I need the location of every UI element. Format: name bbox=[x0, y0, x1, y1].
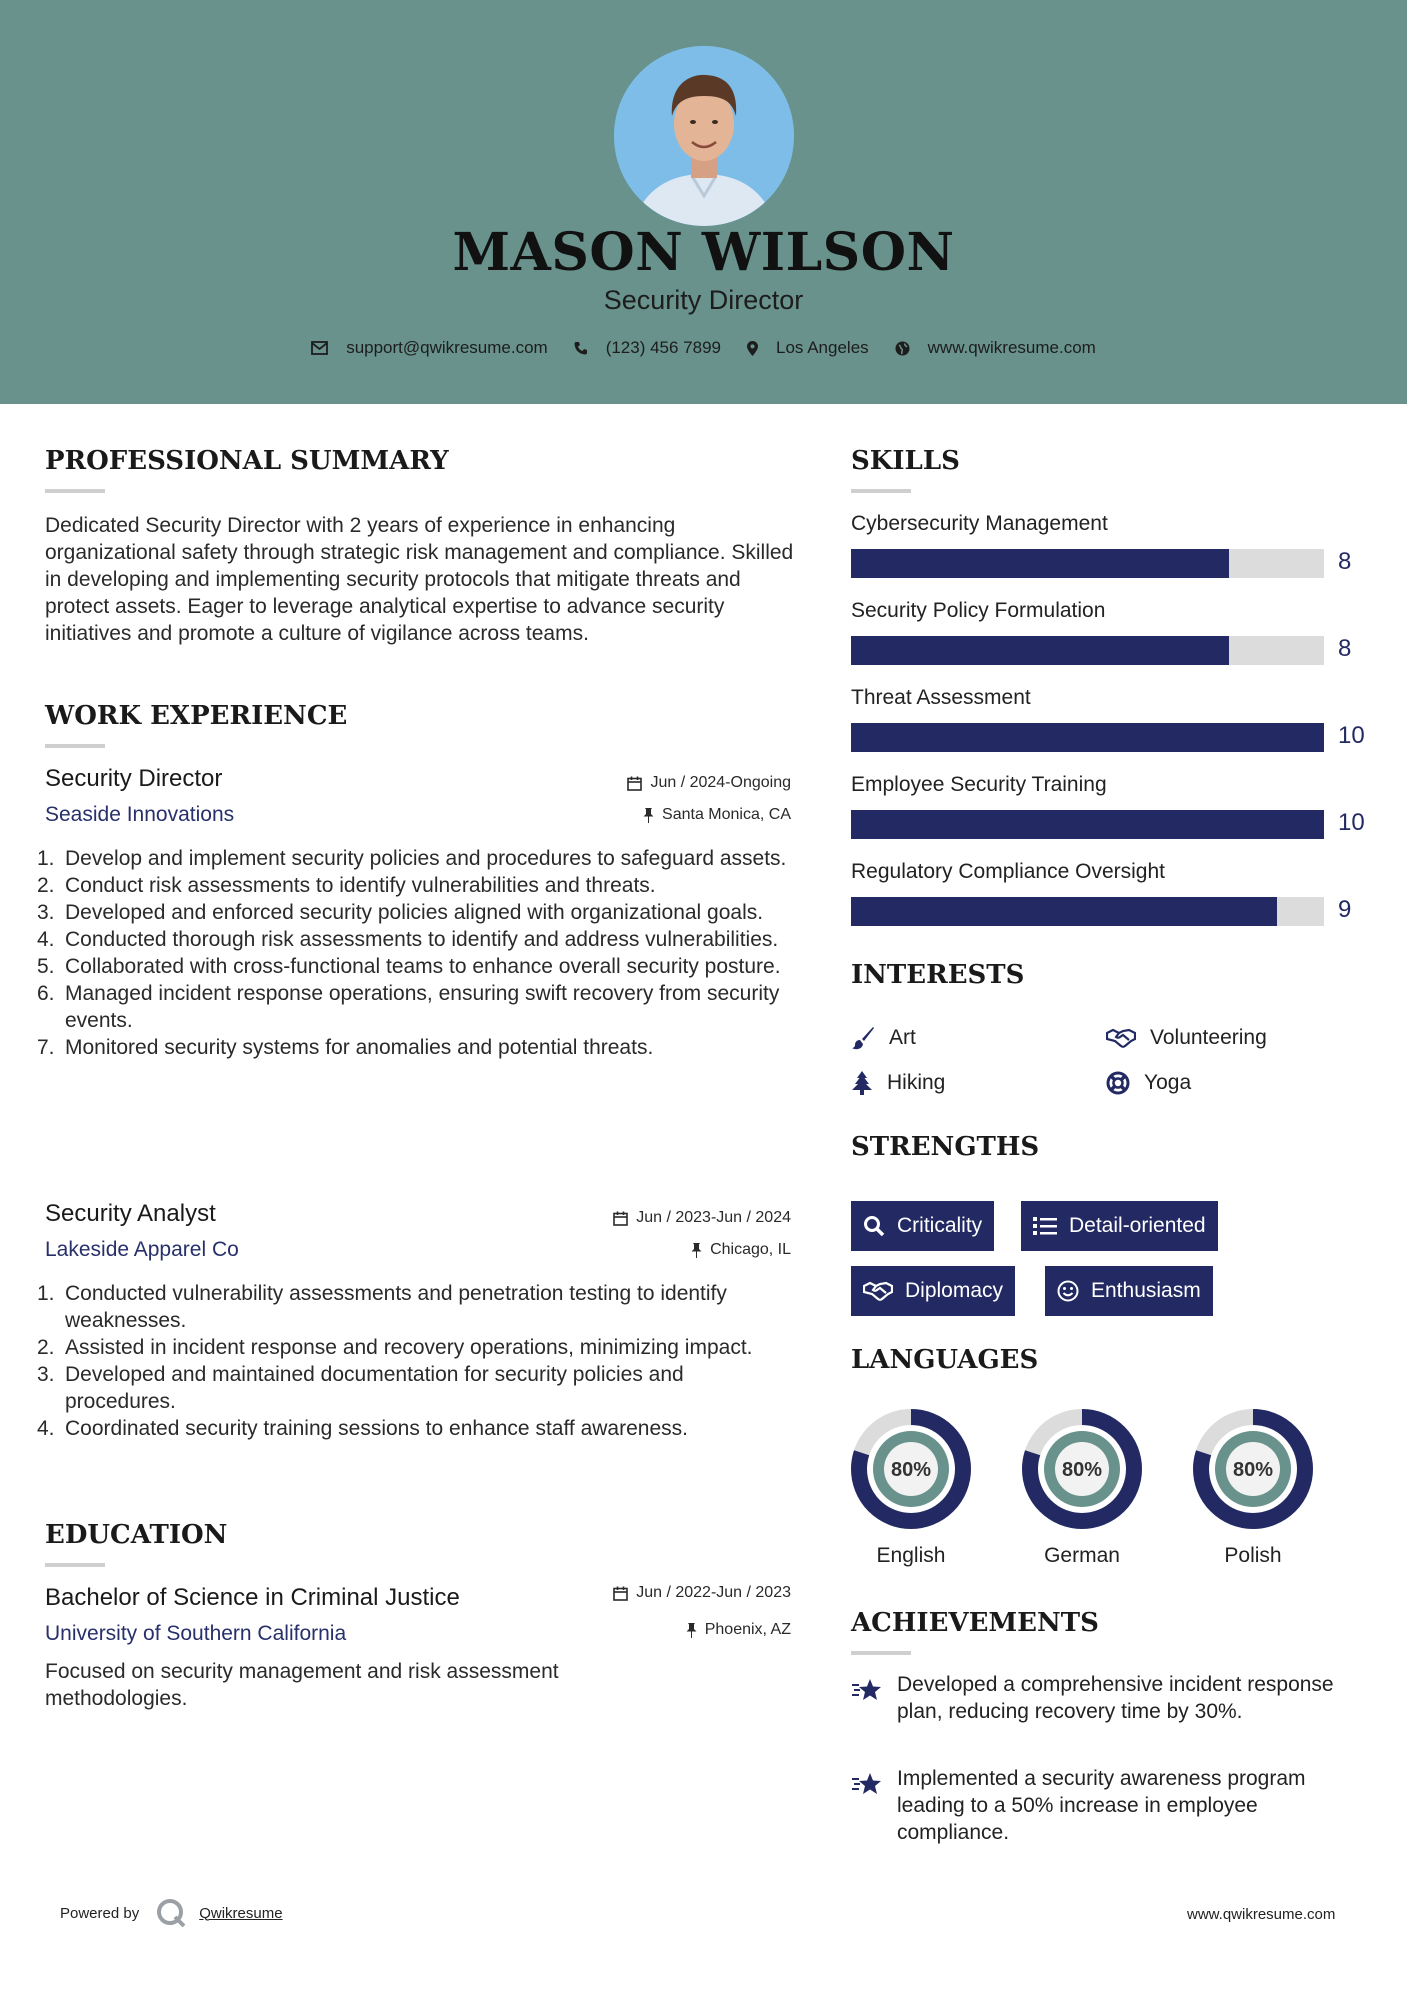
star-award-icon bbox=[851, 1677, 883, 1703]
skill-bar-track bbox=[851, 810, 1324, 839]
pushpin-icon bbox=[686, 1623, 697, 1638]
list-item: 4. Conducted thorough risk assessments to identify and address vulnerabilities. bbox=[37, 928, 779, 951]
interest-art: Art bbox=[851, 1026, 916, 1050]
strengths-heading: STRENGTHS bbox=[851, 1132, 1040, 1162]
skills-rule bbox=[851, 489, 911, 493]
list-item: 2. Conduct risk assessments to identify vulnerabilities and threats. bbox=[37, 874, 656, 897]
skill-bar-fill bbox=[851, 636, 1229, 665]
job-2-title: Security Analyst bbox=[45, 1200, 216, 1227]
paintbrush-icon bbox=[851, 1026, 875, 1050]
language-percent: 80% bbox=[1061, 1459, 1103, 1481]
strength-detail-oriented: Detail-oriented bbox=[1021, 1201, 1218, 1251]
calendar-icon bbox=[613, 1211, 628, 1226]
skill-bar-fill bbox=[851, 549, 1229, 578]
handshake-icon bbox=[863, 1280, 893, 1302]
summary-text: Dedicated Security Director with 2 years of experience in enhancing organizational safety through strategic risk management and compliance. Skilled in developing and implementing security protocols that mitigate threats and protect assets. Eager to leverage analytical expertise to advance security initiatives and promote a culture of vigilance across teams. bbox=[45, 514, 794, 645]
map-pin-icon bbox=[747, 341, 758, 356]
strength-enthusiasm: Enthusiasm bbox=[1045, 1266, 1213, 1316]
summary-heading: PROFESSIONAL SUMMARY bbox=[45, 446, 449, 476]
interest-volunteering: Volunteering bbox=[1106, 1026, 1267, 1050]
skills-heading: SKILLS bbox=[851, 446, 960, 476]
phone-icon bbox=[574, 341, 588, 355]
list-item: 1. Conducted vulnerability assessments and penetration testing to identify weaknesses. bbox=[37, 1282, 727, 1332]
footer-url[interactable]: www.qwikresume.com bbox=[1187, 1906, 1336, 1923]
list-item: 1. Develop and implement security policies and procedures to safeguard assets. bbox=[37, 847, 787, 870]
skill-bar-fill bbox=[851, 810, 1324, 839]
strength-diplomacy: Diplomacy bbox=[851, 1266, 1015, 1316]
language-percent: 80% bbox=[890, 1459, 932, 1481]
job-1-dates-text: Jun / 2024-Ongoing bbox=[650, 774, 791, 791]
job-2-company: Lakeside Apparel Co bbox=[45, 1238, 239, 1261]
summary-rule bbox=[45, 489, 105, 493]
job-2-location-text: Chicago, IL bbox=[710, 1241, 791, 1258]
list-item: 5. Collaborated with cross-functional teams to enhance overall security posture. bbox=[37, 955, 781, 978]
achievements-heading: ACHIEVEMENTS bbox=[851, 1608, 1099, 1638]
profile-photo bbox=[614, 46, 794, 226]
education-location bbox=[500, 1621, 791, 1639]
skill-bar-track bbox=[851, 723, 1324, 752]
skill-value: 8 bbox=[1338, 548, 1352, 575]
job-1-title: Security Director bbox=[45, 765, 223, 792]
contact-email[interactable] bbox=[311, 338, 548, 358]
strength-criticality: Criticality bbox=[851, 1201, 994, 1251]
header-banner bbox=[0, 0, 1407, 404]
skill-bar-track bbox=[851, 549, 1324, 578]
contact-email-text: support@qwikresume.com bbox=[346, 338, 548, 357]
education-description: Focused on security management and risk assessment methodologies. bbox=[45, 1660, 559, 1710]
job-1-location-text: Santa Monica, CA bbox=[662, 806, 791, 823]
achievements-rule bbox=[851, 1651, 911, 1655]
education-heading: EDUCATION bbox=[45, 1520, 228, 1550]
list-icon bbox=[1033, 1216, 1057, 1236]
envelope-icon bbox=[311, 341, 328, 355]
pushpin-icon bbox=[643, 808, 654, 823]
achievement-item-2: Implemented a security awareness program leading to a 50% increase in employee compliance. bbox=[851, 1765, 1367, 1846]
language-donut bbox=[850, 1408, 972, 1535]
skill-bar-fill bbox=[851, 723, 1324, 752]
language-label: German bbox=[1044, 1544, 1120, 1567]
skill-bar-track bbox=[851, 897, 1324, 926]
education-dates bbox=[500, 1584, 791, 1602]
lifering-icon bbox=[1106, 1071, 1130, 1095]
tree-icon bbox=[851, 1071, 873, 1095]
calendar-icon bbox=[627, 776, 642, 791]
experience-heading: WORK EXPERIENCE bbox=[45, 701, 348, 731]
contact-bar bbox=[0, 338, 1407, 358]
job-1-dates bbox=[500, 774, 791, 792]
skill-value: 10 bbox=[1338, 809, 1365, 836]
footer-powered-by bbox=[60, 1897, 283, 1929]
candidate-name: MASON WILSON bbox=[452, 222, 955, 283]
contact-website[interactable] bbox=[895, 338, 1096, 358]
experience-rule bbox=[45, 744, 105, 748]
calendar-icon bbox=[613, 1586, 628, 1601]
powered-by-label: Powered by bbox=[60, 1904, 140, 1922]
handshake-icon bbox=[1106, 1027, 1136, 1049]
skill-bar-fill bbox=[851, 897, 1277, 926]
skill-bar-track bbox=[851, 636, 1324, 665]
contact-phone-text: (123) 456 7899 bbox=[605, 338, 722, 357]
achievement-item-1: Developed a comprehensive incident response plan, reducing recovery time by 30%. bbox=[851, 1671, 1367, 1725]
pushpin-icon bbox=[691, 1243, 702, 1258]
contact-location-text: Los Angeles bbox=[776, 338, 869, 357]
contact-website-text: www.qwikresume.com bbox=[927, 338, 1096, 357]
list-item: 4. Coordinated security training sessions to enhance staff awareness. bbox=[37, 1417, 688, 1440]
candidate-title: Security Director bbox=[603, 285, 804, 315]
language-donut bbox=[1021, 1408, 1143, 1535]
skill-label: Security Policy Formulation bbox=[851, 599, 1106, 622]
education-location-text: Phoenix, AZ bbox=[704, 1621, 791, 1638]
job-2-bullets bbox=[37, 1280, 797, 1442]
skill-label: Employee Security Training bbox=[851, 773, 1107, 796]
language-label: Polish bbox=[1224, 1544, 1282, 1567]
education-rule bbox=[45, 1563, 105, 1567]
contact-phone[interactable] bbox=[574, 338, 721, 358]
list-item: 7. Monitored security systems for anomalies and potential threats. bbox=[37, 1036, 654, 1059]
smile-icon bbox=[1057, 1280, 1079, 1302]
languages-heading: LANGUAGES bbox=[851, 1345, 1039, 1375]
interest-hiking: Hiking bbox=[851, 1071, 945, 1095]
language-donut bbox=[1192, 1408, 1314, 1535]
language-label: English bbox=[876, 1544, 946, 1567]
interests-heading: INTERESTS bbox=[851, 960, 1025, 990]
job-2-dates-text: Jun / 2023-Jun / 2024 bbox=[636, 1209, 791, 1226]
globe-icon bbox=[895, 341, 910, 356]
skill-label: Cybersecurity Management bbox=[851, 512, 1108, 535]
contact-location bbox=[747, 338, 869, 358]
skill-value: 10 bbox=[1338, 722, 1365, 749]
education-dates-text: Jun / 2022-Jun / 2023 bbox=[636, 1584, 791, 1601]
skill-value: 9 bbox=[1338, 896, 1352, 923]
education-school: University of Southern California bbox=[45, 1622, 347, 1645]
job-2-dates bbox=[500, 1209, 791, 1227]
skill-label: Threat Assessment bbox=[851, 686, 1031, 709]
skill-value: 8 bbox=[1338, 635, 1352, 662]
qwikresume-link[interactable]: Qwikresume bbox=[199, 1904, 283, 1922]
star-award-icon bbox=[851, 1771, 883, 1797]
list-item: 3. Developed and enforced security policies aligned with organizational goals. bbox=[37, 901, 764, 924]
job-1-location bbox=[500, 806, 791, 824]
language-percent: 80% bbox=[1232, 1459, 1274, 1481]
search-icon bbox=[863, 1215, 885, 1237]
qwikresume-logo-icon bbox=[155, 1897, 187, 1929]
job-2-location bbox=[500, 1241, 791, 1259]
job-1-bullets bbox=[37, 845, 797, 1061]
list-item: 2. Assisted in incident response and recovery operations, minimizing impact. bbox=[37, 1336, 753, 1359]
job-1-company: Seaside Innovations bbox=[45, 803, 235, 826]
list-item: 3. Developed and maintained documentation for security policies and procedures. bbox=[37, 1363, 684, 1413]
skill-label: Regulatory Compliance Oversight bbox=[851, 860, 1165, 883]
interest-yoga: Yoga bbox=[1106, 1071, 1191, 1095]
education-degree: Bachelor of Science in Criminal Justice bbox=[45, 1584, 460, 1611]
list-item: 6. Managed incident response operations, ensuring swift recovery from security events. bbox=[37, 982, 780, 1032]
